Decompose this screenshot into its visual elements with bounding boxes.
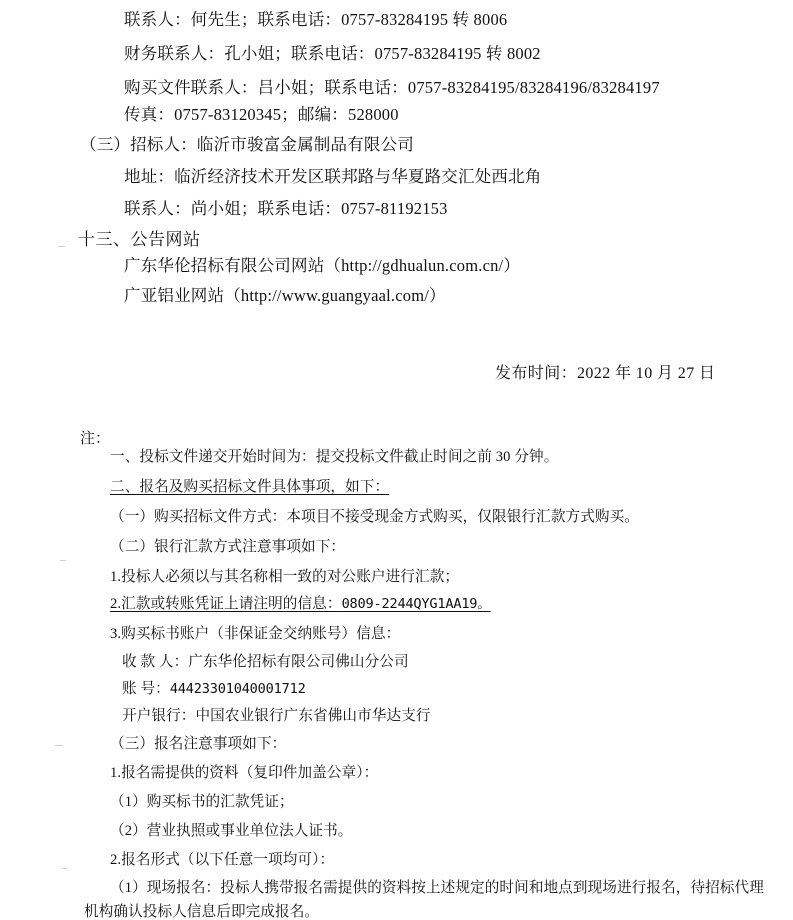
scan-artifact <box>62 868 67 869</box>
note-bank-rule-2 <box>110 597 491 612</box>
announcement-site-guangyaal: 广亚铝业网站（http://www.guangyaal.com/） <box>124 286 446 305</box>
note-account-label: 账 号： <box>122 681 170 697</box>
note-registration-forms: 2.报名形式（以下任意一项均可）： <box>110 852 335 868</box>
finance-contact-line: 财务联系人：孔小姐；联系电话：0757-83284195 转 8002 <box>124 44 541 63</box>
note-bank-label: 开户银行： <box>122 708 196 724</box>
note-payee-value: 广东华伦招标有限公司佛山分公司 <box>188 654 409 670</box>
scan-artifact <box>58 246 65 247</box>
note-bank-row <box>122 709 431 724</box>
contact-person-line: 联系人：何先生；联系电话：0757-83284195 转 8006 <box>124 10 508 29</box>
announcement-site-gdhualun: 广东华伦招标有限公司网站（http://gdhualun.com.cn/） <box>124 256 521 275</box>
scan-artifact <box>60 560 66 561</box>
note-bank-rule-2-text: 2.汇款或转账凭证上请注明的信息： <box>110 596 342 612</box>
note-purchase-method: （一）购买招标文件方式：本项目不接受现金方式购买，仅限银行汇款方式购买。 <box>110 509 639 525</box>
note-registration-material-2: （2）营业执照或事业单位法人证书。 <box>110 823 353 839</box>
scan-artifact <box>55 745 63 746</box>
note-registration-material-1: （1）购买标书的汇款凭证； <box>110 794 294 810</box>
note-bank-rule-1: 1.投标人必须以与其名称相一致的对公账户进行汇款； <box>110 569 460 585</box>
note-registration-materials: 1.报名需提供的资料（复印件加盖公章）： <box>110 765 379 781</box>
note-registration-heading: （三）报名注意事项如下： <box>110 736 287 752</box>
note-bank-value: 中国农业银行广东省佛山市华达支行 <box>195 708 431 724</box>
tenderee-address: 地址：临沂经济技术开发区联邦路与华夏路交汇处西北角 <box>124 167 542 186</box>
note-account-value: 44423301040001712 <box>169 681 306 697</box>
note-account-row <box>122 682 306 697</box>
note-bank-transfer-heading: （二）银行汇款方式注意事项如下： <box>110 539 346 555</box>
note-payee-row <box>122 655 409 670</box>
purchase-doc-contact-line: 购买文件联系人：吕小姐；联系电话：0757-83284195/83284196/83284197 <box>124 78 660 97</box>
fax-postcode-line: 传真：0757-83120345；邮编：528000 <box>124 105 399 124</box>
note-onsite-registration-line-1: （1）现场报名：投标人携带报名需提供的资料按上述规定的时间和地点到现场进行报名，待招标代理 <box>110 880 764 896</box>
publish-date: 发布时间：2022 年 10 月 27 日 <box>495 365 716 382</box>
notes-label: 注： <box>80 431 111 447</box>
tenderee-label: （三）招标人：临沂市骏富金属制品有限公司 <box>80 135 414 154</box>
section-thirteen-title: 十三、公告网站 <box>78 230 201 249</box>
tenderee-contact: 联系人：尚小姐；联系电话：0757-81192153 <box>124 199 448 218</box>
note-payee-label: 收 款 人： <box>122 654 189 670</box>
note-item-1: 一、投标文件递交开始时间为：提交投标文件截止时间之前 30 分钟。 <box>110 449 559 465</box>
note-bank-rule-3: 3.购买标书账户（非保证金交纳账号）信息： <box>110 626 401 642</box>
note-bank-rule-2-code: 0809-2244QYG1AA19。 <box>341 596 491 612</box>
note-onsite-registration-line-2: 机构确认投标人信息后即完成报名。 <box>84 904 320 920</box>
note-item-2: 二、报名及购买招标文件具体事项，如下： <box>110 479 390 495</box>
